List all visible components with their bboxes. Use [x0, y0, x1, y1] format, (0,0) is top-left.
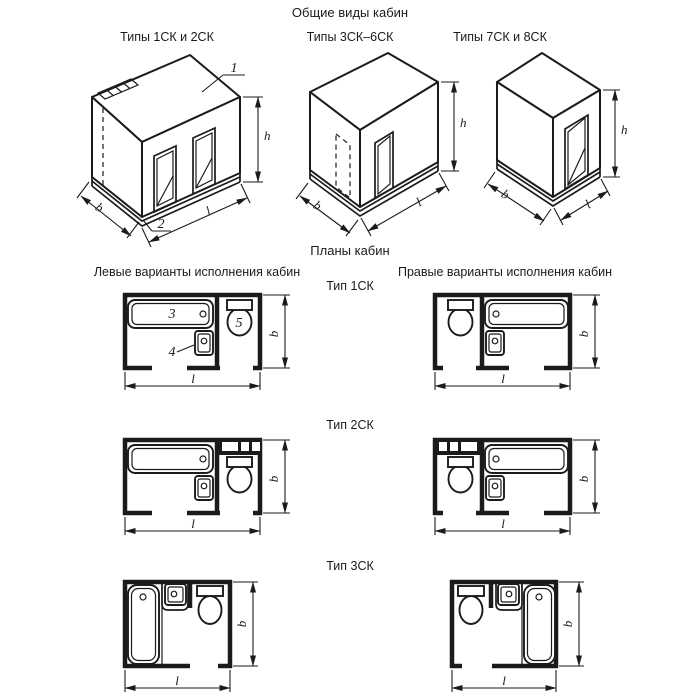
dimension-l	[452, 670, 556, 692]
dim-label-b: b	[560, 620, 575, 628]
dimension-l	[435, 371, 570, 390]
callout-washbasin-number: 4	[168, 345, 176, 360]
callout-toilet-number: 5	[235, 316, 243, 331]
toilet	[197, 586, 223, 624]
dimension-h	[441, 82, 467, 171]
washbasin	[169, 331, 214, 360]
bathtub	[485, 445, 568, 473]
plan-type-1sk-right	[425, 288, 605, 393]
dimension-b	[559, 582, 584, 666]
washbasin	[486, 476, 504, 500]
toilet-cistern	[227, 300, 252, 310]
toilet-bowl	[449, 466, 473, 493]
dimension-b	[573, 295, 600, 368]
row-label-type-2sk: Тип 2СК	[326, 418, 374, 432]
dim-label-b: b	[234, 620, 249, 628]
dimension-b	[573, 440, 600, 513]
dim-label-h: h	[264, 128, 271, 143]
bathtub	[128, 445, 213, 473]
cabin-body	[310, 53, 438, 207]
isometric-view-types-3sk-6sk	[283, 48, 478, 238]
callout-bathtub-number: 3	[168, 307, 176, 322]
dim-label-l: l	[191, 516, 195, 531]
toilet-bowl	[460, 596, 483, 624]
header-right-variants: Правые варианты исполнения кабин	[397, 265, 613, 279]
dim-label-l: l	[413, 194, 425, 210]
row-label-type-1sk: Тип 1СК	[326, 279, 374, 293]
dim-label-b: b	[576, 475, 591, 483]
bathtub	[128, 300, 213, 328]
toilet	[448, 300, 473, 336]
callout-roof-panel-number: 1	[230, 61, 238, 76]
toilet	[458, 586, 484, 624]
dim-label-b: b	[92, 199, 107, 216]
dimension-b	[233, 582, 258, 666]
toilet-bowl	[199, 596, 222, 624]
dim-label-h: h	[621, 122, 628, 137]
dimension-b	[263, 440, 290, 513]
dim-label-h: h	[460, 115, 467, 130]
washbasin-leader-line	[177, 345, 194, 352]
view-label-types-1sk-2sk: Типы 1СК и 2СК	[120, 30, 214, 44]
washbasin	[195, 476, 213, 500]
dimension-l	[125, 670, 230, 692]
dim-label-b: b	[266, 475, 281, 483]
dim-label-l: l	[501, 371, 505, 386]
dimension-l	[125, 371, 260, 390]
plan-type-3sk-left	[110, 572, 270, 697]
toilet	[227, 300, 252, 336]
isometric-view-types-1sk-2sk	[55, 48, 285, 248]
dim-label-b: b	[498, 186, 513, 203]
header-left-variants: Левые варианты исполнения кабин	[93, 265, 301, 279]
view-label-types-3sk-6sk: Типы 3СК–6СК	[306, 30, 394, 44]
dim-label-b: b	[310, 197, 325, 214]
dim-label-b: b	[266, 330, 281, 338]
dimension-l	[435, 516, 570, 535]
dimension-h	[243, 97, 271, 182]
title-cabin-plans: Планы кабин	[310, 243, 390, 258]
vent-block	[219, 438, 262, 455]
toilet-bowl	[228, 466, 252, 493]
dimension-b	[263, 295, 290, 368]
isometric-view-types-7sk-8sk	[468, 48, 653, 228]
callout-floor-panel-number: 2	[157, 217, 165, 232]
toilet	[227, 457, 252, 493]
toilet-bowl	[449, 309, 473, 336]
bathtub	[128, 585, 159, 664]
dim-label-l: l	[501, 516, 505, 531]
bathtub	[524, 585, 555, 664]
toilet-cistern	[458, 586, 484, 596]
dim-label-l: l	[582, 196, 594, 212]
vent-block	[435, 438, 482, 455]
washbasin	[162, 582, 188, 610]
dim-label-b: b	[576, 330, 591, 338]
washbasin	[486, 331, 504, 355]
dim-label-l: l	[502, 673, 506, 688]
toilet-cistern	[448, 300, 473, 310]
dimension-h	[603, 90, 628, 177]
view-label-types-7sk-8sk: Типы 7СК и 8СК	[453, 30, 547, 44]
toilet	[448, 457, 473, 493]
toilet-cistern	[448, 457, 473, 467]
dim-label-l: l	[175, 673, 179, 688]
plan-type-1sk-left	[115, 288, 295, 393]
plan-type-2sk-left	[115, 433, 295, 538]
bathtub	[485, 300, 568, 328]
dim-label-l: l	[191, 371, 195, 386]
dimension-l	[125, 516, 260, 535]
toilet-cistern	[197, 586, 223, 596]
plan-type-2sk-right	[425, 433, 605, 538]
washbasin	[496, 582, 522, 610]
row-label-type-3sk: Тип 3СК	[326, 559, 374, 573]
toilet-cistern	[227, 457, 252, 467]
plan-type-3sk-right	[440, 572, 600, 697]
dim-label-l: l	[203, 203, 213, 219]
title-general-views: Общие виды кабин	[291, 5, 409, 20]
